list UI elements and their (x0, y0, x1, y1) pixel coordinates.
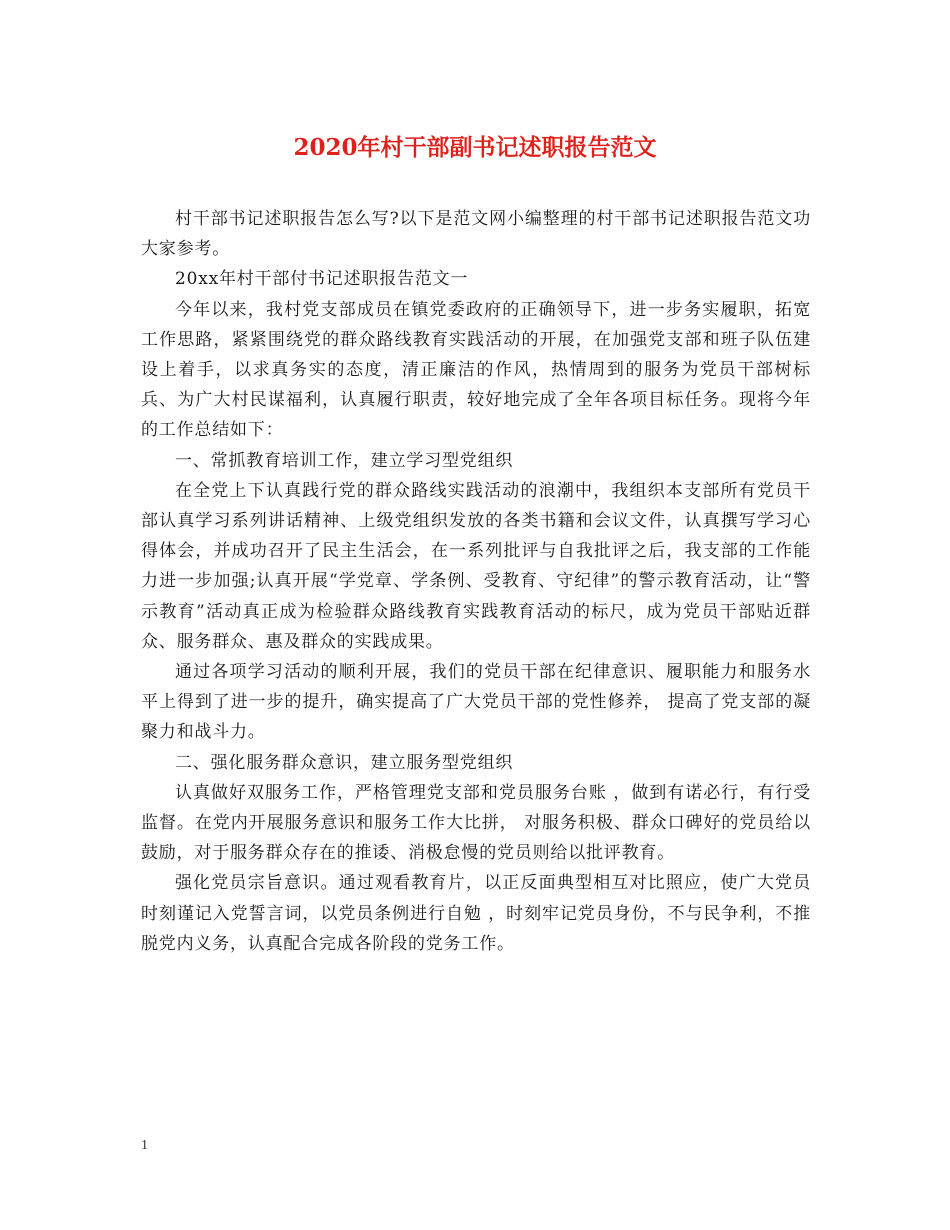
paragraph-intro: 村干部书记述职报告怎么写?以下是范文网小编整理的村干部书记述职报告范文功大家参考。 (141, 209, 811, 260)
paragraph-subtitle: 20xx年村干部付书记述职报告范文一 (175, 269, 469, 290)
paragraph-overview: 今年以来，我村党支部成员在镇党委政府的正确领导下，进一步务实履职，拓宽工作思路，紧紧围绕党的群众路线教育实践活动的开展，在加强党支部和班子队伍建设上着手，以求真务实的态度，清正廉洁的作风，热情周到的服务为党员干部树标兵、为广大村民谋福利，认真履行职责，较好地完成了全年各项目标任务。现将今年的工作总结如下： (141, 299, 811, 441)
document-title: 2020年村干部副书记述职报告范文 (293, 134, 657, 161)
section-heading-one: 一、常抓教育培训工作，建立学习型党组织 (175, 450, 514, 471)
page-number: 1 (141, 1138, 148, 1153)
paragraph-service: 认真做好双服务工作，严格管理党支部和党员服务台账 ，做到有诺必行，有行受监督。在党内开展服务意识和服务工作大比拼， 对服务积极、群众口碑好的党员给以鼓励，对于服务群众存在的推诿、消极怠慢的党员则给以批评教育。 (141, 782, 811, 864)
paragraph-results: 通过各项学习活动的顺利开展，我们的党员干部在纪律意识、履职能力和服务水平上得到了进一步的提升，确实提高了广大党员干部的党性修养， 提高了党支部的凝聚力和战斗力。 (141, 662, 811, 743)
section-heading-two: 二、强化服务群众意识，建立服务型党组织 (175, 752, 514, 773)
paragraph-purpose: 强化党员宗旨意识。通过观看教育片，以正反面典型相互对比照应，使广大党员时刻谨记入党誓言词，以党员条例进行自勉 ，时刻牢记党员身份，不与民争利，不推脱党内义务，认真配合完成各阶段的党务工作。 (141, 873, 811, 954)
paragraph-study: 在全党上下认真践行党的群众路线实践活动的浪潮中，我组织本支部所有党员干部认真学习系列讲话精神、上级党组织发放的各类书籍和会议文件，认真撰写学习心得体会，并成功召开了民主生活会，在一系列批评与自我批评之后，我支部的工作能力进一步加强;认真开展“学党章、学条例、受教育、守纪律”的警示教育活动，让“警示教育”活动真正成为检验群众路线教育实践教育活动的标尺，成为党员干部贴近群众、服务群众、惠及群众的实践成果。 (141, 480, 811, 652)
document-body (141, 204, 811, 959)
